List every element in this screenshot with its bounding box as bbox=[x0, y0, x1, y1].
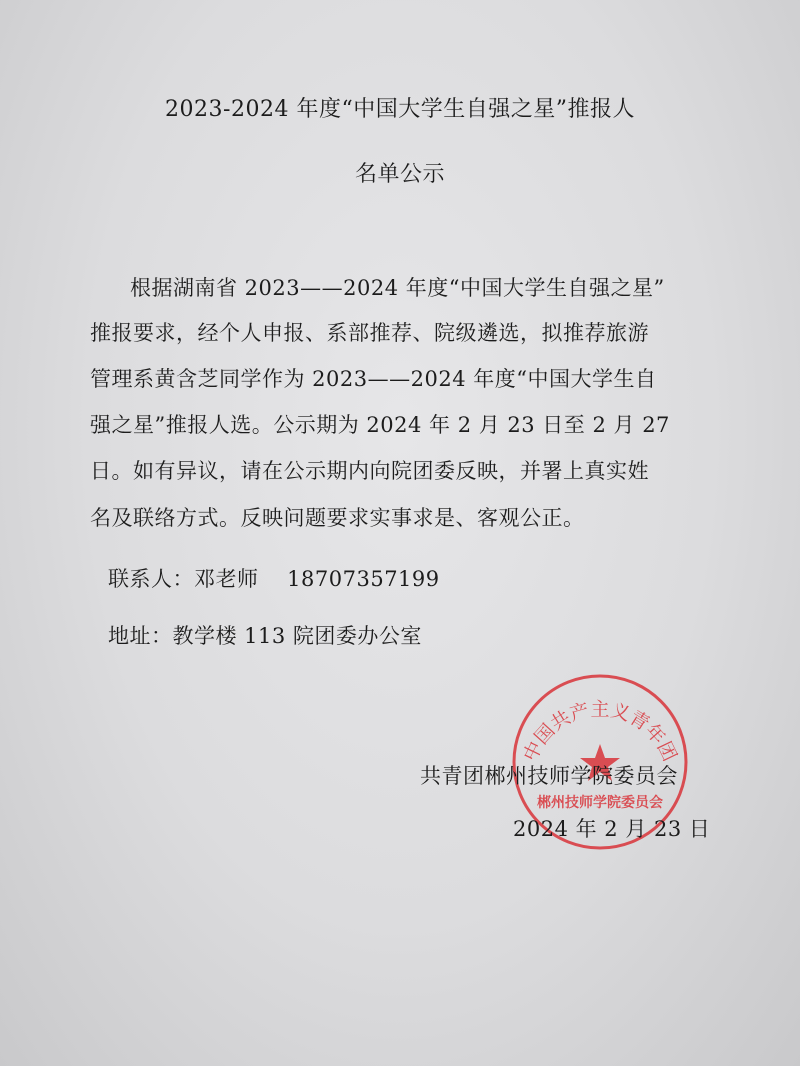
paragraph-line: 管理系黄含芝同学作为 2023——2024 年度“中国大学生自 bbox=[90, 367, 657, 391]
seal-bottom-text: 郴州技师学院委员会 bbox=[537, 795, 663, 811]
document-title: 2023-2024 年度“中国大学生自强之星”推报人 bbox=[165, 97, 635, 122]
document-subtitle: 名单公示 bbox=[354, 162, 445, 187]
paragraph-line: 强之星”推报人选。公示期为 2024 年 2 月 23 日至 2 月 27 bbox=[90, 413, 670, 437]
paragraph-line: 根据湖南省 2023——2024 年度“中国大学生自强之星” bbox=[130, 276, 665, 300]
address-info: 地址：教学楼 113 院团委办公室 bbox=[108, 624, 422, 648]
paragraph-line: 推报要求，经个人申报、系部推荐、院级遴选，拟推荐旅游 bbox=[90, 321, 649, 345]
paragraph-line: 日。如有异议，请在公示期内向院团委反映，并署上真实姓 bbox=[90, 459, 649, 483]
document-date: 2024 年 2 月 23 日 bbox=[513, 817, 711, 841]
signatory: 共青团郴州技师学院委员会 bbox=[420, 764, 678, 788]
paragraph-line: 名及联络方式。反映问题要求实事求是、客观公正。 bbox=[90, 506, 585, 530]
contact-info: 联系人：邓老师 18707357199 bbox=[108, 567, 440, 591]
seal-arc-text: 中国共产主义青年团 bbox=[519, 698, 681, 765]
